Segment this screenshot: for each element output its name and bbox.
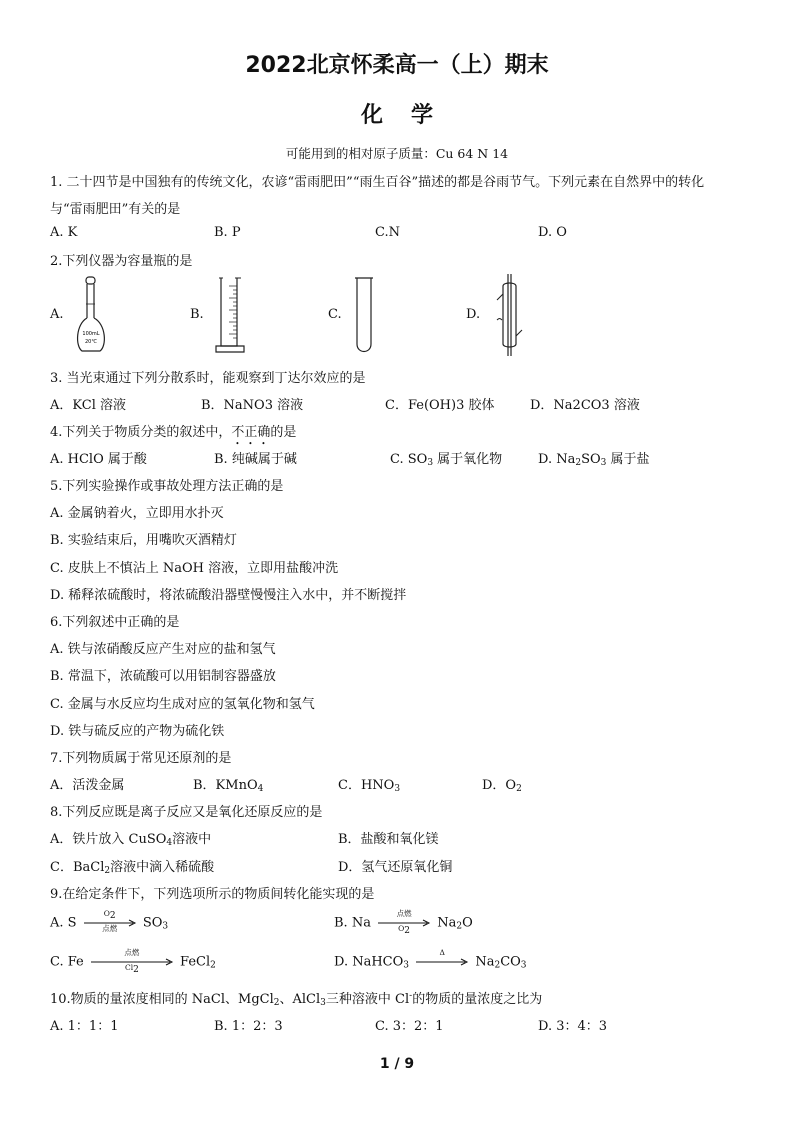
question-1-option-d: D. O	[538, 225, 567, 240]
atomic-mass-note: 可能用到的相对原子质量：Cu 64 N 14	[285, 146, 509, 161]
question-2-option-d: D.	[466, 307, 481, 322]
test-tube-image	[352, 276, 376, 360]
question-6-option-b: B. 常温下，浓硫酸可以用铝制容器盛放	[50, 669, 276, 684]
question-8-option-d: D．氢气还原氧化铜	[338, 860, 453, 875]
question-3-option-c: C．Fe(OH)3 胶体	[385, 398, 495, 413]
question-4-option-a: A. HClO 属于酸	[50, 452, 147, 467]
question-7-option-b: B．KMnO$_4$	[193, 778, 264, 794]
question-5-stem: 5.下列实验操作或事故处理方法正确的是	[50, 479, 284, 494]
question-2-option-c: C.	[328, 307, 342, 322]
question-6-option-d: D. 铁与硫反应的产物为硫化铁	[50, 724, 225, 739]
question-9-option-c: C. Fe 点燃 $Cl_2$ FeCl$_2$	[50, 948, 216, 975]
question-4-stem	[50, 421, 296, 448]
question-5-option-c: C. 皮肤上不慎沾上 NaOH 溶液，立即用盐酸冲洗	[50, 561, 339, 576]
question-6-option-a: A. 铁与浓硝酸反应产生对应的盐和氢气	[50, 642, 276, 657]
question-2-option-b: B.	[190, 307, 204, 322]
question-8-stem: 8.下列反应既是离子反应又是氧化还原反应的是	[50, 805, 323, 820]
question-7-option-a: A．活泼金属	[50, 778, 125, 793]
volumetric-flask-image	[74, 276, 108, 358]
question-1-option-c: C.N	[375, 225, 400, 240]
question-6-stem: 6.下列叙述中正确的是	[50, 615, 180, 630]
question-4-stem-post: 的是	[270, 425, 297, 440]
question-8-option-b: B．盐酸和氧化镁	[338, 832, 439, 847]
question-5-option-b: B. 实验结束后，用嘴吹灭酒精灯	[50, 533, 237, 548]
question-5-option-d: D. 稀释浓硫酸时，将浓硫酸沿器壁慢慢注入水中，并不断搅拌	[50, 588, 407, 603]
question-3-option-b: B．NaNO3 溶液	[201, 398, 304, 413]
question-5-option-a: A. 金属钠着火，立即用水扑灭	[50, 506, 224, 521]
question-1-stem-line1: 1. 二十四节是中国独有的传统文化，农谚“雷雨肥田”“雨生百谷”描述的都是谷雨节气。下列元素在自然界中的转化	[50, 175, 705, 190]
question-2-stem: 2.下列仪器为容量瓶的是	[50, 254, 193, 269]
question-4-stem-emphasis: 不正确	[231, 425, 271, 440]
flask-label-volume: 100mL	[82, 331, 100, 337]
question-9-option-d: D. NaHCO$_3$ Δ $Na_2CO_3$	[334, 951, 527, 973]
question-9-stem: 9.在给定条件下，下列选项所示的物质间转化能实现的是	[50, 887, 375, 902]
question-10-option-b: B. 1：2：3	[214, 1019, 283, 1034]
question-2-option-a: A.	[50, 307, 64, 322]
reaction-arrow: 点燃 $Cl_2$	[90, 951, 174, 973]
question-1-option-a: A. K	[50, 225, 78, 240]
question-8-option-c: C．BaCl$_2$溶液中滴入稀硫酸	[50, 860, 215, 876]
question-7-option-d: D．$O_2$	[482, 778, 522, 794]
question-7-option-c: C．$HNO_3$	[338, 778, 401, 794]
flask-label-temperature: 20℃	[85, 339, 97, 345]
question-1-stem-line2: 与“雷雨肥田”有关的是	[50, 202, 181, 217]
question-8-option-a: A．铁片放入 CuSO$_4$溶液中	[50, 832, 212, 848]
page-title: 2022北京怀柔高一（上）期末	[245, 53, 549, 78]
question-3-stem: 3. 当光束通过下列分散系时，能观察到丁达尔效应的是	[50, 371, 366, 386]
question-3-option-d: D．Na2CO3 溶液	[530, 398, 640, 413]
question-3-option-a: A．KCl 溶液	[50, 398, 126, 413]
question-7-stem: 7.下列物质属于常见还原剂的是	[50, 751, 232, 766]
question-4-stem-pre: 4.下列关于物质分类的叙述中，	[50, 425, 232, 440]
question-9-option-b: B. Na 点燃 $O_2$ $Na_2O$	[334, 909, 473, 936]
reaction-arrow: $O_2$ 点燃	[83, 912, 137, 934]
question-10-option-d: D. 3：4：3	[538, 1019, 608, 1034]
condenser-image	[494, 274, 524, 362]
page-number: 1 / 9	[379, 1056, 415, 1072]
subject-heading: 化学	[360, 103, 461, 128]
graduated-cylinder-image	[214, 276, 248, 360]
question-4-option-d: D. $Na_2SO_3$ 属于盐	[538, 452, 650, 468]
question-10-option-a: A. 1：1：1	[50, 1019, 119, 1034]
question-4-option-b: B. 纯碱属于碱	[214, 452, 297, 467]
question-9-option-a: A. S $O_2$ 点燃 $SO_3$	[50, 909, 169, 933]
question-4-option-c: C. $SO_3$ 属于氧化物	[390, 452, 503, 468]
reaction-arrow: Δ	[415, 951, 469, 973]
question-1-option-b: B. P	[214, 225, 241, 240]
question-10-stem: 10.物质的量浓度相同的 NaCl、MgCl$_2$、AlCl$_3$三种溶液中 Cl-的物质的量浓度之比为	[50, 991, 543, 1008]
question-6-option-c: C. 金属与水反应均生成对应的氢氧化物和氢气	[50, 697, 315, 712]
question-10-option-c: C. 3：2：1	[375, 1019, 444, 1034]
reaction-arrow: 点燃 $O_2$	[377, 912, 431, 934]
